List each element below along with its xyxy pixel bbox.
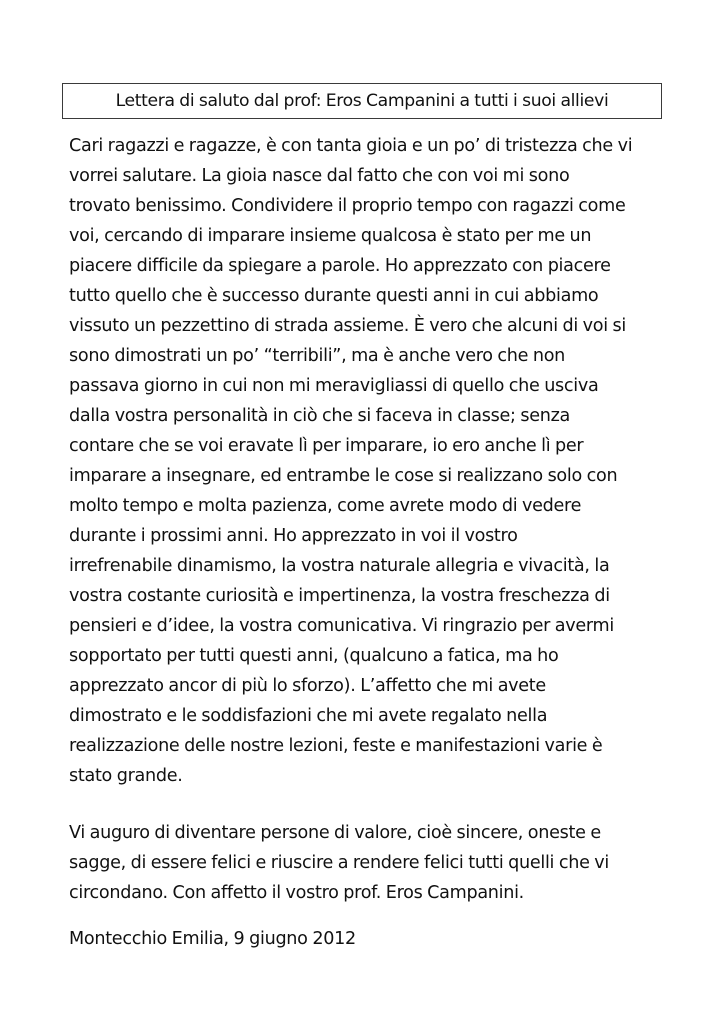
text-line: vorrei salutare. La gioia nasce dal fatto che con voi mi sono: [69, 166, 570, 186]
text-line: realizzazione delle nostre lezioni, feste e manifestazioni varie è: [69, 736, 603, 756]
letter-title: Lettera di saluto dal prof: Eros Campanini a tutti i suoi allievi: [115, 91, 609, 111]
text-line: Montecchio Emilia, 9 giugno 2012: [69, 929, 356, 949]
text-line: sono dimostrati un po’ “terribili”, ma è anche vero che non: [69, 346, 566, 366]
text-line: apprezzato ancor di più lo sforzo). L’affetto che mi avete: [69, 676, 546, 696]
text-line: contare che se voi eravate lì per imparare, io ero anche lì per: [69, 436, 584, 456]
letter-title-box: [62, 83, 662, 119]
letter-body-paragraph: [69, 131, 669, 791]
text-line: pensieri e d’idee, la vostra comunicativa. Vi ringrazio per avermi: [69, 616, 614, 636]
letter-closing-paragraph: [69, 818, 669, 908]
text-line: imparare a insegnare, ed entrambe le cose si realizzano solo con: [69, 466, 618, 486]
text-line: dalla vostra personalità in ciò che si faceva in classe; senza: [69, 406, 570, 426]
text-line: sopportato per tutti questi anni, (qualcuno a fatica, ma ho: [69, 646, 559, 666]
letter-place-date: [69, 924, 669, 954]
text-line: irrefrenabile dinamismo, la vostra naturale allegria e vivacità, la: [69, 556, 610, 576]
text-line: voi, cercando di imparare insieme qualcosa è stato per me un: [69, 226, 592, 246]
text-line: vissuto un pezzettino di strada assieme. È vero che alcuni di voi si: [69, 316, 626, 336]
text-line: piacere difficile da spiegare a parole. Ho apprezzato con piacere: [69, 256, 611, 276]
text-line: sagge, di essere felici e riuscire a rendere felici tutti quelli che vi: [69, 853, 609, 873]
text-line: dimostrato e le soddisfazioni che mi avete regalato nella: [69, 706, 548, 726]
text-line: passava giorno in cui non mi meravigliassi di quello che usciva: [69, 376, 599, 396]
text-line: vostra costante curiosità e impertinenza, la vostra freschezza di: [69, 586, 610, 606]
text-line: tutto quello che è successo durante questi anni in cui abbiamo: [69, 286, 599, 306]
text-line: stato grande.: [69, 766, 183, 786]
text-line: durante i prossimi anni. Ho apprezzato in voi il vostro: [69, 526, 518, 546]
text-line: circondano. Con affetto il vostro prof. Eros Campanini.: [69, 883, 524, 903]
text-line: molto tempo e molta pazienza, come avrete modo di vedere: [69, 496, 582, 516]
text-line: Cari ragazzi e ragazze, è con tanta gioia e un po’ di tristezza che vi: [69, 136, 633, 156]
text-line: trovato benissimo. Condividere il proprio tempo con ragazzi come: [69, 196, 626, 216]
text-line: Vi auguro di diventare persone di valore, cioè sincere, oneste e: [69, 823, 601, 843]
